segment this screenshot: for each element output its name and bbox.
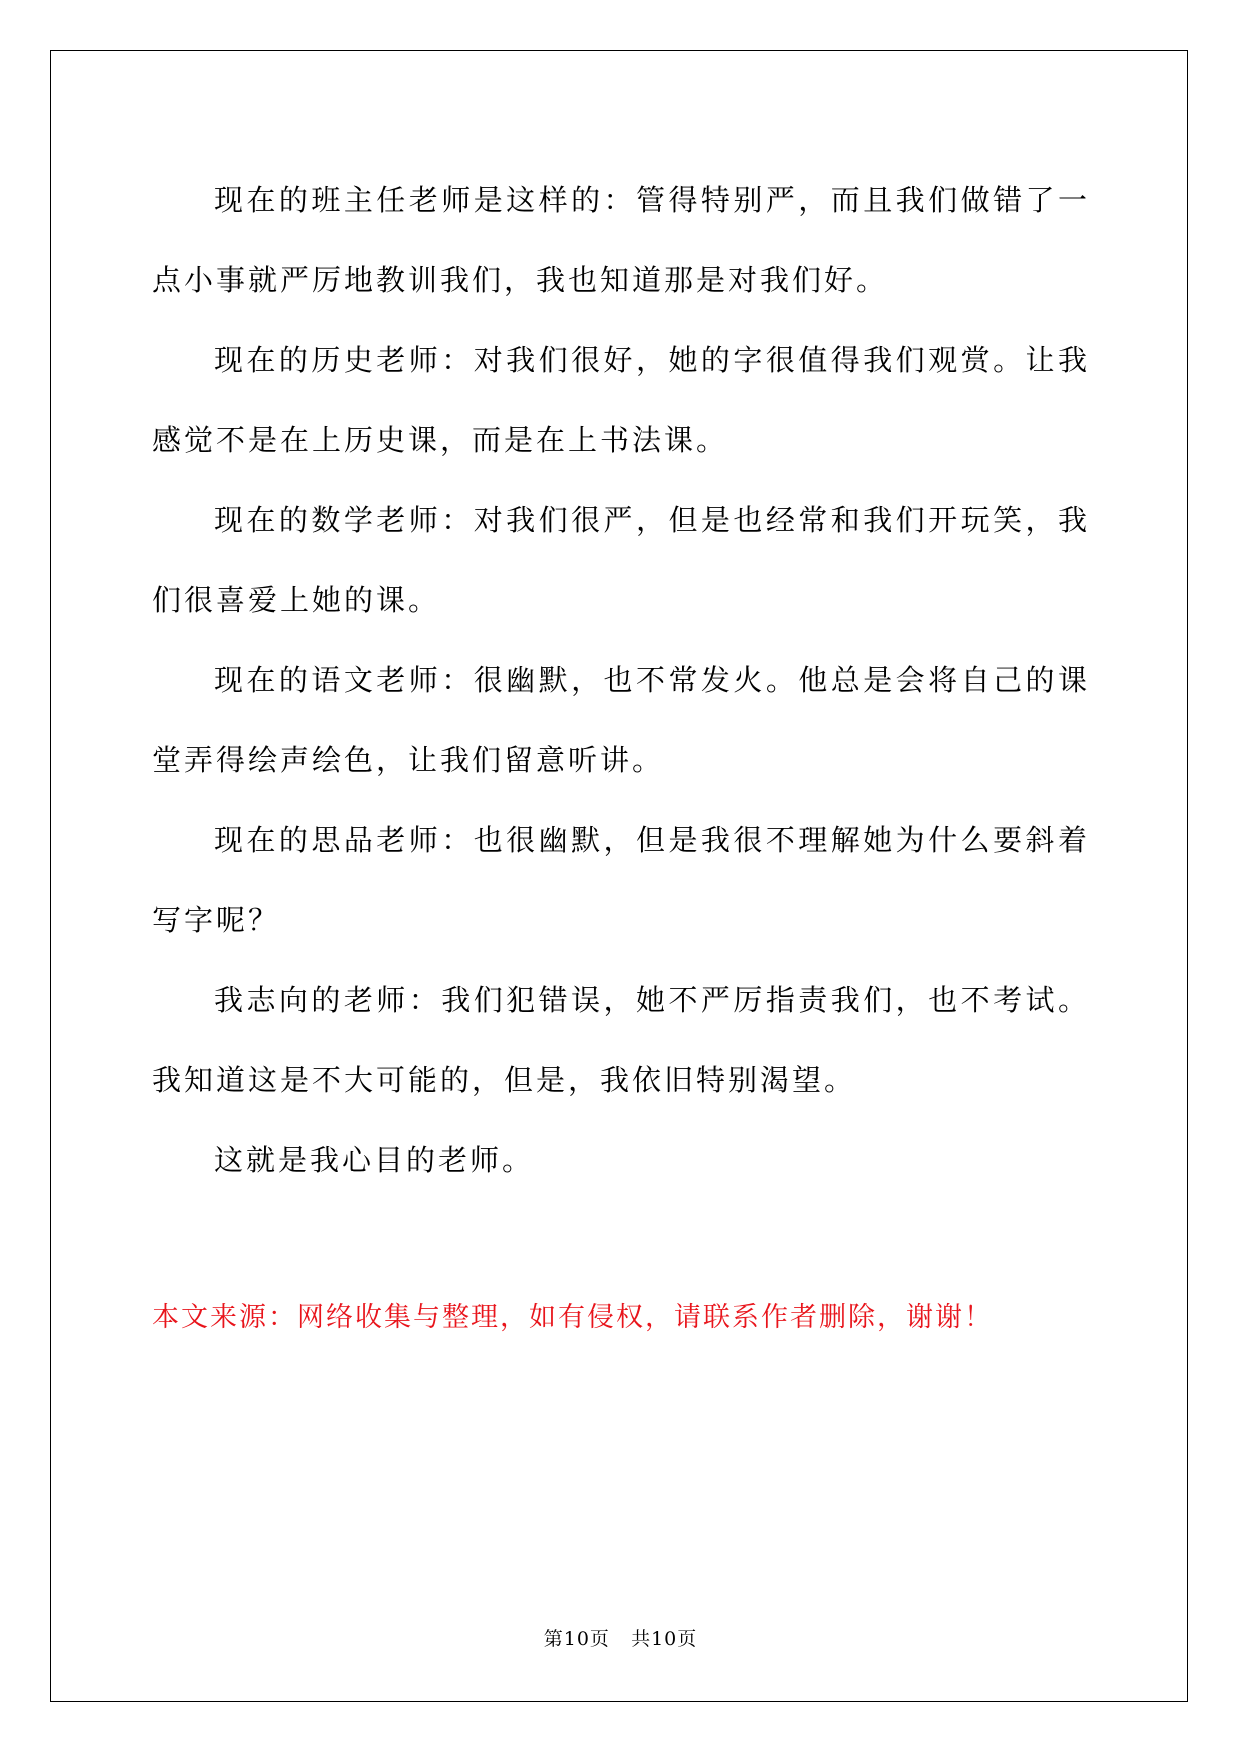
page-number-total: 共10页 [631,1628,698,1650]
paragraph-history-teacher: 现在的历史老师：对我们很好，她的字很值得我们观赏。让我感觉不是在上历史课，而是在上书法课。 [152,343,1090,457]
page-footer [0,1626,1241,1652]
paragraph-ethics-teacher: 现在的思品老师：也很幽默，但是我很不理解她为什么要斜着写字呢？ [152,823,1090,937]
page-number-current: 第10页 [543,1628,610,1650]
paragraph-homeroom-teacher: 现在的班主任老师是这样的：管得特别严，而且我们做错了一点小事就严厉地教训我们，我也知道那是对我们好。 [152,183,1090,297]
copyright-notice: 本文来源：网络收集与整理，如有侵权，请联系作者删除，谢谢！ [152,1302,993,1333]
document-body [152,160,1090,1200]
paragraph-conclusion: 这就是我心目的老师。 [214,1143,535,1177]
paragraph-math-teacher: 现在的数学老师：对我们很严，但是也经常和我们开玩笑，我们很喜爱上她的课。 [152,503,1090,617]
paragraph-ideal-teacher: 我志向的老师：我们犯错误，她不严厉指责我们，也不考试。我知道这是不大可能的，但是，我依旧特别渴望。 [152,983,1090,1097]
paragraph-chinese-teacher: 现在的语文老师：很幽默，也不常发火。他总是会将自己的课堂弄得绘声绘色，让我们留意听讲。 [152,663,1090,777]
